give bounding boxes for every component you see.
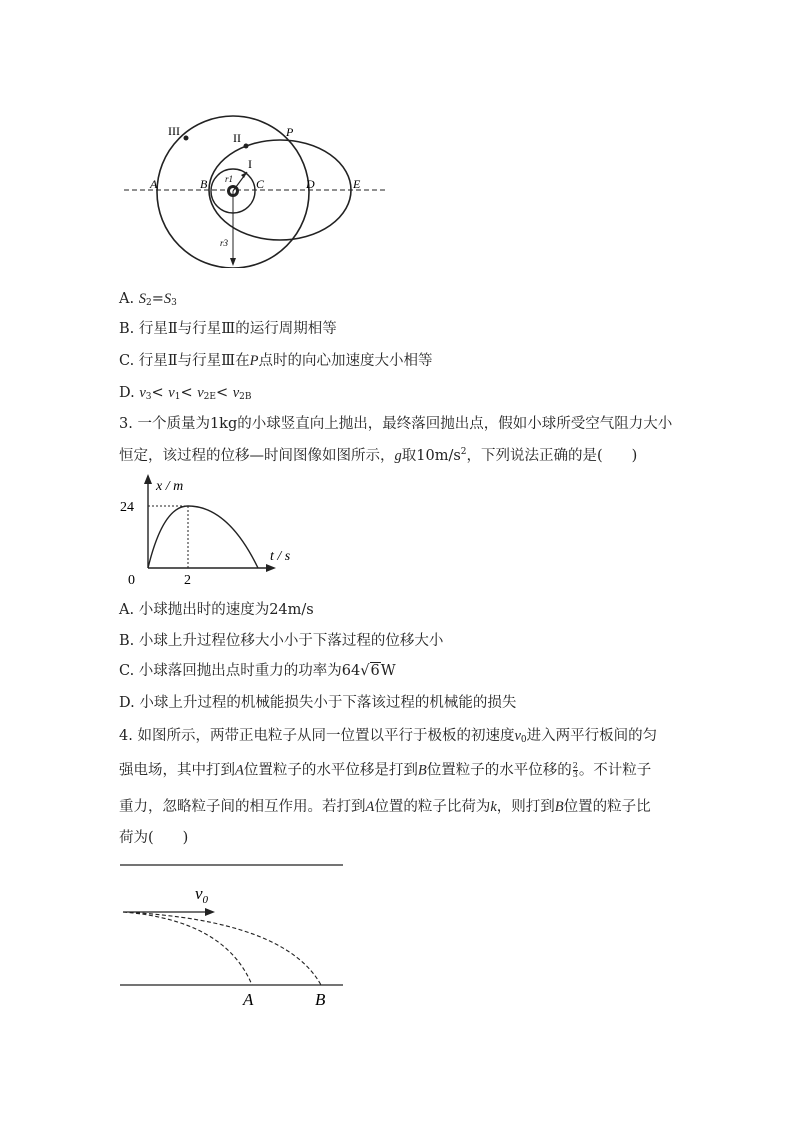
label-II: II [233,131,241,145]
label-E: E [353,177,361,191]
label-D: D [306,177,315,191]
label-P: P [286,125,294,139]
fraction-two-thirds: $\frac{2}{3}$ [572,761,578,779]
chart-x-arrow [266,564,276,572]
q2-option-c: C. 行星Ⅱ与行星Ⅲ在P点时的向心加速度大小相等 [119,353,433,369]
trajectory-b [123,912,321,985]
q4-stem-line4: 荷为( ) [119,830,189,846]
point-b-label: B [315,990,326,1009]
q4-stem-line3: 重力，忽略粒子间的相互作用。若打到A位置的粒子比荷为k，则打到B位置的粒子比 [119,799,651,815]
q2-option-b: B. 行星Ⅱ与行星Ⅲ的运行周期相等 [119,321,337,337]
chart-x-tick-2: 2 [184,573,191,587]
label-r1: r1 [225,174,234,184]
q3-stem-line1: 3. 一个质量为1kg的小球竖直向上抛出，最终落回抛出点，假如小球所受空气阻力大小 [119,416,673,432]
q4-stem-line2: 强电场，其中打到A位置粒子的水平位移是打到B位置粒子的水平位移的 $\frac{2}{3}$ 。不计粒子 [119,761,652,779]
xt-chart [118,472,308,587]
label-I: I [248,157,252,171]
label-III: III [168,124,180,138]
chart-y-arrow [144,474,152,484]
planet-III-dot [184,136,189,141]
q3-option-a: A. 小球抛出时的速度为24m/s [119,602,314,618]
chart-y-label: x / m [156,479,184,494]
q3-option-b: B. 小球上升过程位移大小小于下落过程的位移大小 [119,633,444,649]
point-a-label: A [243,990,254,1009]
sqrt-symbol: √ [360,663,370,679]
label-C: C [256,177,265,191]
q3-option-d: D. 小球上升过程的机械能损失小于下落该过程的机械能的损失 [119,695,517,711]
v0-label: $v_0$ [195,884,209,906]
q3-stem-line2: 恒定，该过程的位移—时间图像如图所示，g取$10m/s^2$，下列说法正确的是( ) [119,447,638,464]
chart-curve [148,506,258,568]
chart-y-tick-24: 24 [120,500,134,515]
planet-II-dot [244,144,249,149]
orbit-figure [110,108,400,268]
trajectory-a [123,912,252,985]
chart-origin: 0 [128,573,135,587]
label-B: B [200,177,208,191]
label-r3: r3 [220,238,229,248]
q4-stem-line1: 4. 如图所示，两带正电粒子从同一位置以平行于极板的初速度$v_0$进入两平行板间的匀 [119,728,658,745]
chart-x-label: t / s [270,549,291,564]
plates-figure [115,855,355,1015]
q2-option-a: A. $S_2=S_3$ [119,291,177,308]
q3-option-c: C. 小球落回抛出点时重力的功率为64√6W [119,663,396,679]
label-A: A [150,177,158,191]
q2-option-d: D. $v_3< \nu_1< \nu_{2E}< \nu_{2B}$ [119,385,252,402]
